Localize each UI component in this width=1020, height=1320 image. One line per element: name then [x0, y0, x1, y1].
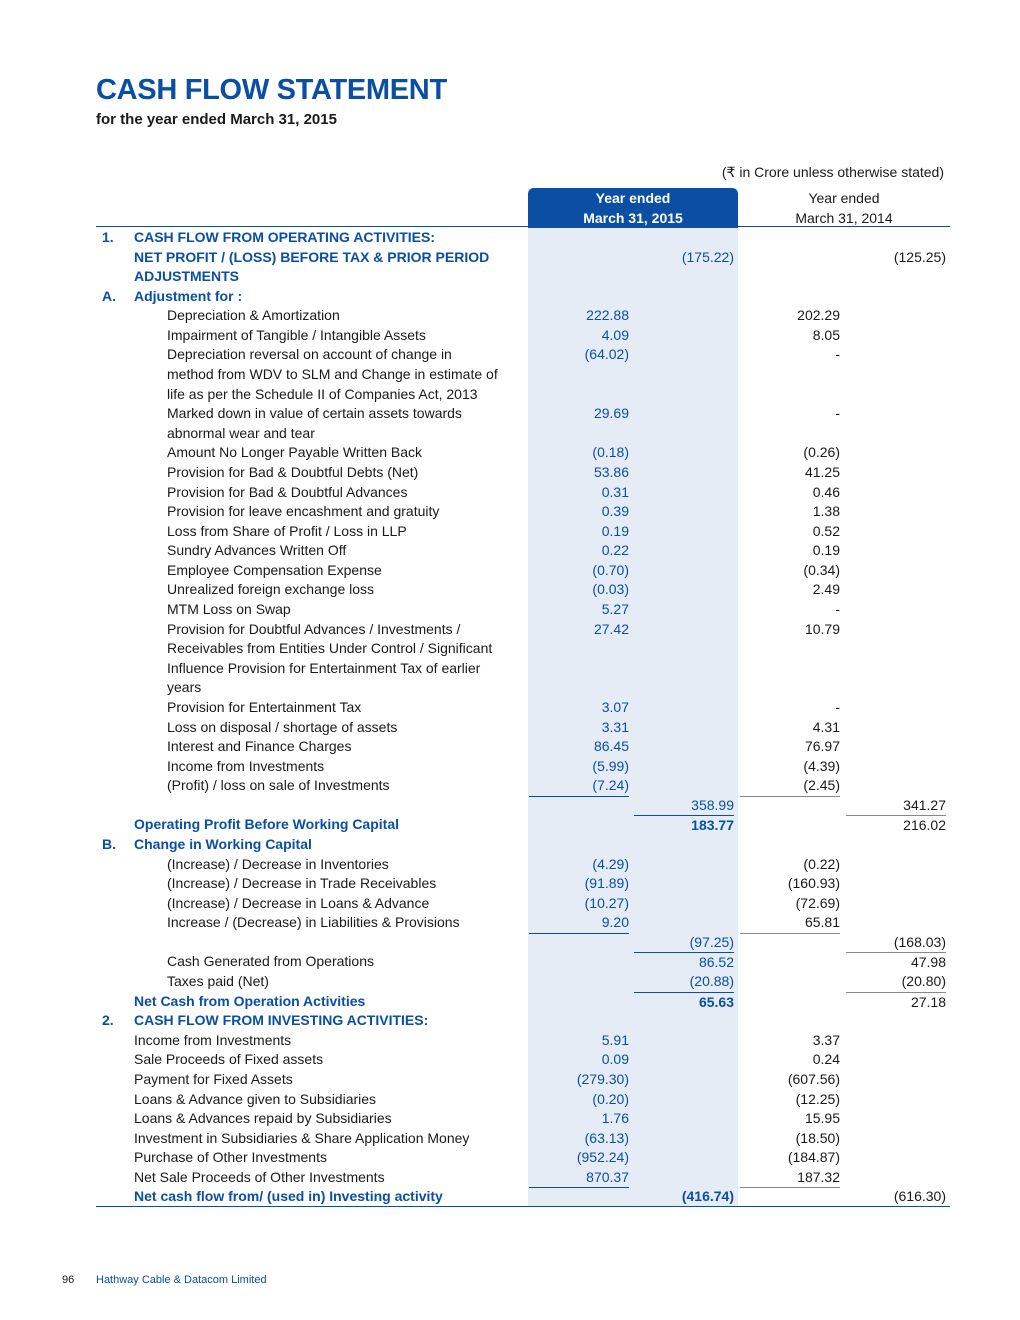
previous-year-amount: (0.22) [803, 855, 840, 872]
statement-row [0, 1070, 1020, 1090]
current-year-header-line2: March 31, 2015 [583, 210, 683, 226]
statement-row [0, 580, 1020, 600]
statement-row [0, 972, 1020, 992]
footer-company: Hathway Cable & Datacom Limited [96, 1274, 267, 1286]
row-label: Depreciation reversal on account of change in [167, 346, 452, 363]
row-number: 1. [102, 229, 114, 245]
statement-row [0, 385, 1020, 405]
row-label: MTM Loss on Swap [167, 601, 291, 618]
statement-row [0, 1109, 1020, 1129]
row-label: Taxes paid (Net) [167, 973, 269, 990]
row-label: Net cash flow from/ (used in) Investing activity [134, 1188, 443, 1205]
row-label: Depreciation & Amortization [167, 307, 340, 324]
statement-row [0, 1090, 1020, 1110]
statement-row [0, 992, 1020, 1012]
row-number: 2. [102, 1012, 114, 1029]
statement-row [0, 443, 1020, 463]
current-year-amount: (0.20) [592, 1090, 629, 1107]
statement-row [0, 483, 1020, 503]
statement-row [0, 561, 1020, 581]
statement-row [0, 1148, 1020, 1168]
previous-year-amount: (72.69) [795, 894, 840, 911]
statement-row [0, 815, 1020, 835]
row-label: Operating Profit Before Working Capital [134, 816, 399, 833]
row-label: Receivables from Entities Under Control / Significant [167, 640, 493, 657]
previous-year-header [742, 188, 946, 228]
current-year-amount: 5.27 [601, 601, 629, 618]
statement-row [0, 248, 1020, 268]
row-label: (Increase) / Decrease in Inventories [167, 855, 389, 872]
row-label: Loans & Advance given to Subsidiaries [134, 1090, 377, 1107]
previous-year-header-line1: Year ended [808, 190, 880, 206]
statement-row [0, 698, 1020, 718]
previous-year-amount: - [835, 698, 840, 715]
previous-year-amount: (0.34) [803, 561, 840, 578]
previous-year-amount: 187.32 [740, 1168, 840, 1189]
statement-row [0, 659, 1020, 679]
row-label: Loans & Advances repaid by Subsidiaries [134, 1110, 392, 1127]
current-year-amount: 358.99 [691, 796, 734, 813]
previous-year-amount: (616.30) [893, 1188, 946, 1205]
row-label: abnormal wear and tear [167, 424, 315, 441]
current-year-amount: 870.37 [529, 1168, 629, 1189]
header-rule [96, 226, 950, 227]
previous-year-amount: (0.26) [803, 444, 840, 461]
statement-row [0, 855, 1020, 875]
row-label: (Increase) / Decrease in Trade Receivables [167, 875, 437, 892]
row-label: Cash Generated from Operations [167, 953, 374, 970]
previous-year-amount: (12.25) [795, 1090, 840, 1107]
current-year-amount: (97.25) [689, 933, 734, 950]
statement-row [0, 365, 1020, 385]
statement-row [0, 796, 1020, 816]
page-number: 96 [62, 1274, 75, 1286]
row-label: Influence Provision for Entertainment Tax of earlier [167, 659, 481, 676]
row-label: years [167, 679, 202, 696]
current-year-amount: 0.31 [601, 483, 629, 500]
statement-row [0, 541, 1020, 561]
previous-year-amount: 8.05 [812, 326, 840, 343]
previous-year-amount: 27.18 [846, 992, 946, 1013]
previous-year-amount: - [835, 601, 840, 618]
row-label: method from WDV to SLM and Change in estimate of [167, 366, 498, 383]
row-label: Interest and Finance Charges [167, 738, 352, 755]
row-label: Purchase of Other Investments [134, 1149, 327, 1166]
row-label: Provision for leave encashment and gratuity [167, 503, 440, 520]
statement-row [0, 894, 1020, 914]
current-year-amount: 3.07 [601, 698, 629, 715]
current-year-amount: 86.52 [634, 952, 734, 973]
page-title: CASH FLOW STATEMENT [96, 74, 447, 106]
previous-year-amount: (18.50) [795, 1129, 840, 1146]
row-label: Employee Compensation Expense [167, 561, 382, 578]
row-number: B. [102, 835, 116, 852]
row-label: Sundry Advances Written Off [167, 542, 347, 559]
statement-row [0, 502, 1020, 522]
row-label: Impairment of Tangible / Intangible Assets [167, 326, 426, 343]
statement-row [0, 737, 1020, 757]
current-year-amount: 0.22 [601, 542, 629, 559]
previous-year-amount: 47.98 [846, 952, 946, 973]
statement-row [0, 952, 1020, 972]
statement-row [0, 404, 1020, 424]
current-year-amount: (64.02) [584, 346, 629, 363]
previous-year-amount: 65.81 [740, 913, 840, 934]
statement-row [0, 835, 1020, 855]
current-year-amount: 53.86 [593, 463, 629, 480]
current-year-amount: (0.03) [592, 581, 629, 598]
row-label: Loss from Share of Profit / Loss in LLP [167, 522, 407, 539]
row-label: Increase / (Decrease) in Liabilities & Provisions [167, 914, 460, 931]
row-label: Income from Investments [167, 757, 325, 774]
row-label: NET PROFIT / (LOSS) BEFORE TAX & PRIOR PERIOD [134, 248, 490, 265]
statement-row [0, 1187, 1020, 1207]
current-year-amount: (0.70) [592, 561, 629, 578]
current-year-amount: 86.45 [593, 738, 629, 755]
previous-year-header-line2: March 31, 2014 [795, 210, 893, 226]
current-year-amount: 29.69 [593, 405, 629, 422]
row-label: Investment in Subsidiaries & Share Application Money [134, 1129, 470, 1146]
statement-row [0, 345, 1020, 365]
previous-year-amount: 0.19 [812, 542, 840, 559]
row-label: ADJUSTMENTS [134, 268, 240, 285]
row-label: Provision for Bad & Doubtful Debts (Net) [167, 463, 419, 480]
previous-year-amount: (607.56) [787, 1070, 840, 1087]
previous-year-amount: 41.25 [804, 463, 840, 480]
current-year-amount: 3.31 [601, 718, 629, 735]
row-label: Payment for Fixed Assets [134, 1070, 293, 1087]
current-year-amount: 0.19 [601, 522, 629, 539]
current-year-amount: 183.77 [634, 815, 734, 836]
previous-year-amount: 10.79 [804, 620, 840, 637]
previous-year-amount: (160.93) [787, 875, 840, 892]
current-year-amount: (416.74) [681, 1188, 734, 1205]
current-year-amount: (4.29) [592, 855, 629, 872]
row-label: CASH FLOW FROM OPERATING ACTIVITIES: [134, 229, 435, 245]
row-number: A. [102, 287, 116, 304]
current-year-amount: (279.30) [576, 1070, 629, 1087]
row-label: Provision for Bad & Doubtful Advances [167, 483, 408, 500]
row-label: Sale Proceeds of Fixed assets [134, 1051, 324, 1068]
row-label: CASH FLOW FROM INVESTING ACTIVITIES: [134, 1012, 429, 1029]
statement-row [0, 913, 1020, 933]
row-label: Provision for Entertainment Tax [167, 698, 362, 715]
statement-row [0, 874, 1020, 894]
previous-year-amount: (184.87) [787, 1149, 840, 1166]
previous-year-amount: 0.46 [812, 483, 840, 500]
statement-row [0, 718, 1020, 738]
statement-row [0, 678, 1020, 698]
previous-year-amount: - [835, 346, 840, 363]
statement-row [0, 424, 1020, 444]
statement-row [0, 933, 1020, 953]
previous-year-amount: 1.38 [812, 503, 840, 520]
current-year-amount: 65.63 [634, 992, 734, 1013]
statement-row [0, 463, 1020, 483]
current-year-amount: (10.27) [584, 894, 629, 911]
page-subtitle: for the year ended March 31, 2015 [96, 111, 337, 128]
table-bottom-rule [96, 1206, 950, 1207]
current-year-amount: 0.39 [601, 503, 629, 520]
previous-year-amount: 2.49 [812, 581, 840, 598]
previous-year-amount: 216.02 [846, 815, 946, 836]
row-label: (Increase) / Decrease in Loans & Advance [167, 894, 430, 911]
row-label: Net Cash from Operation Activities [134, 992, 366, 1009]
statement-row [0, 1168, 1020, 1188]
current-year-amount: 1.76 [601, 1110, 629, 1127]
row-label: (Profit) / loss on sale of Investments [167, 777, 390, 794]
current-year-amount: 0.09 [601, 1051, 629, 1068]
current-year-amount: (0.18) [592, 444, 629, 461]
previous-year-amount: 3.37 [812, 1031, 840, 1048]
previous-year-amount: (125.25) [893, 248, 946, 265]
row-label: Provision for Doubtful Advances / Investments / [167, 620, 461, 637]
statement-row [0, 1050, 1020, 1070]
previous-year-amount: 76.97 [804, 738, 840, 755]
current-year-amount: 222.88 [586, 307, 629, 324]
statement-row [0, 639, 1020, 659]
statement-row [0, 1031, 1020, 1051]
current-year-header-line1: Year ended [595, 190, 671, 206]
statement-row [0, 1129, 1020, 1149]
current-year-amount: 27.42 [593, 620, 629, 637]
row-label: Loss on disposal / shortage of assets [167, 718, 398, 735]
previous-year-amount: (2.45) [740, 776, 840, 797]
current-year-amount: (7.24) [529, 776, 629, 797]
row-label: Change in Working Capital [134, 835, 312, 852]
previous-year-amount: 4.31 [812, 718, 840, 735]
current-year-amount: (91.89) [584, 875, 629, 892]
previous-year-amount: 0.52 [812, 522, 840, 539]
row-label: Marked down in value of certain assets towards [167, 405, 462, 422]
row-label: Unrealized foreign exchange loss [167, 581, 375, 598]
statement-row [0, 620, 1020, 640]
unit-note: (₹ in Crore unless otherwise stated) [721, 164, 944, 180]
current-year-amount: (952.24) [576, 1149, 629, 1166]
current-year-amount: (20.88) [689, 973, 734, 990]
previous-year-amount: (20.80) [901, 973, 946, 990]
row-label: Income from Investments [134, 1031, 292, 1048]
current-year-amount: (5.99) [592, 757, 629, 774]
current-year-header [528, 188, 738, 228]
current-year-amount: (63.13) [584, 1129, 629, 1146]
previous-year-amount: 0.24 [812, 1051, 840, 1068]
statement-row [0, 600, 1020, 620]
previous-year-amount: (168.03) [893, 933, 946, 950]
statement-row [0, 522, 1020, 542]
statement-row [0, 267, 1020, 287]
row-label: life as per the Schedule II of Companies Act, 2013 [167, 385, 478, 402]
statement-row [0, 757, 1020, 777]
statement-row [0, 1011, 1020, 1031]
statement-row [0, 306, 1020, 326]
current-year-amount: (175.22) [681, 248, 734, 265]
statement-row [0, 287, 1020, 307]
row-label: Net Sale Proceeds of Other Investments [134, 1168, 385, 1185]
statement-row [0, 776, 1020, 796]
row-label: Adjustment for : [134, 287, 243, 304]
row-label: Amount No Longer Payable Written Back [167, 444, 422, 461]
previous-year-amount: - [835, 405, 840, 422]
previous-year-amount: 341.27 [903, 796, 946, 813]
previous-year-amount: 15.95 [804, 1110, 840, 1127]
statement-row [0, 326, 1020, 346]
previous-year-amount: (4.39) [803, 757, 840, 774]
statement-row [0, 228, 1020, 248]
current-year-amount: 5.91 [601, 1031, 629, 1048]
current-year-amount: 9.20 [529, 913, 629, 934]
previous-year-amount: 202.29 [797, 307, 840, 324]
current-year-amount: 4.09 [601, 326, 629, 343]
